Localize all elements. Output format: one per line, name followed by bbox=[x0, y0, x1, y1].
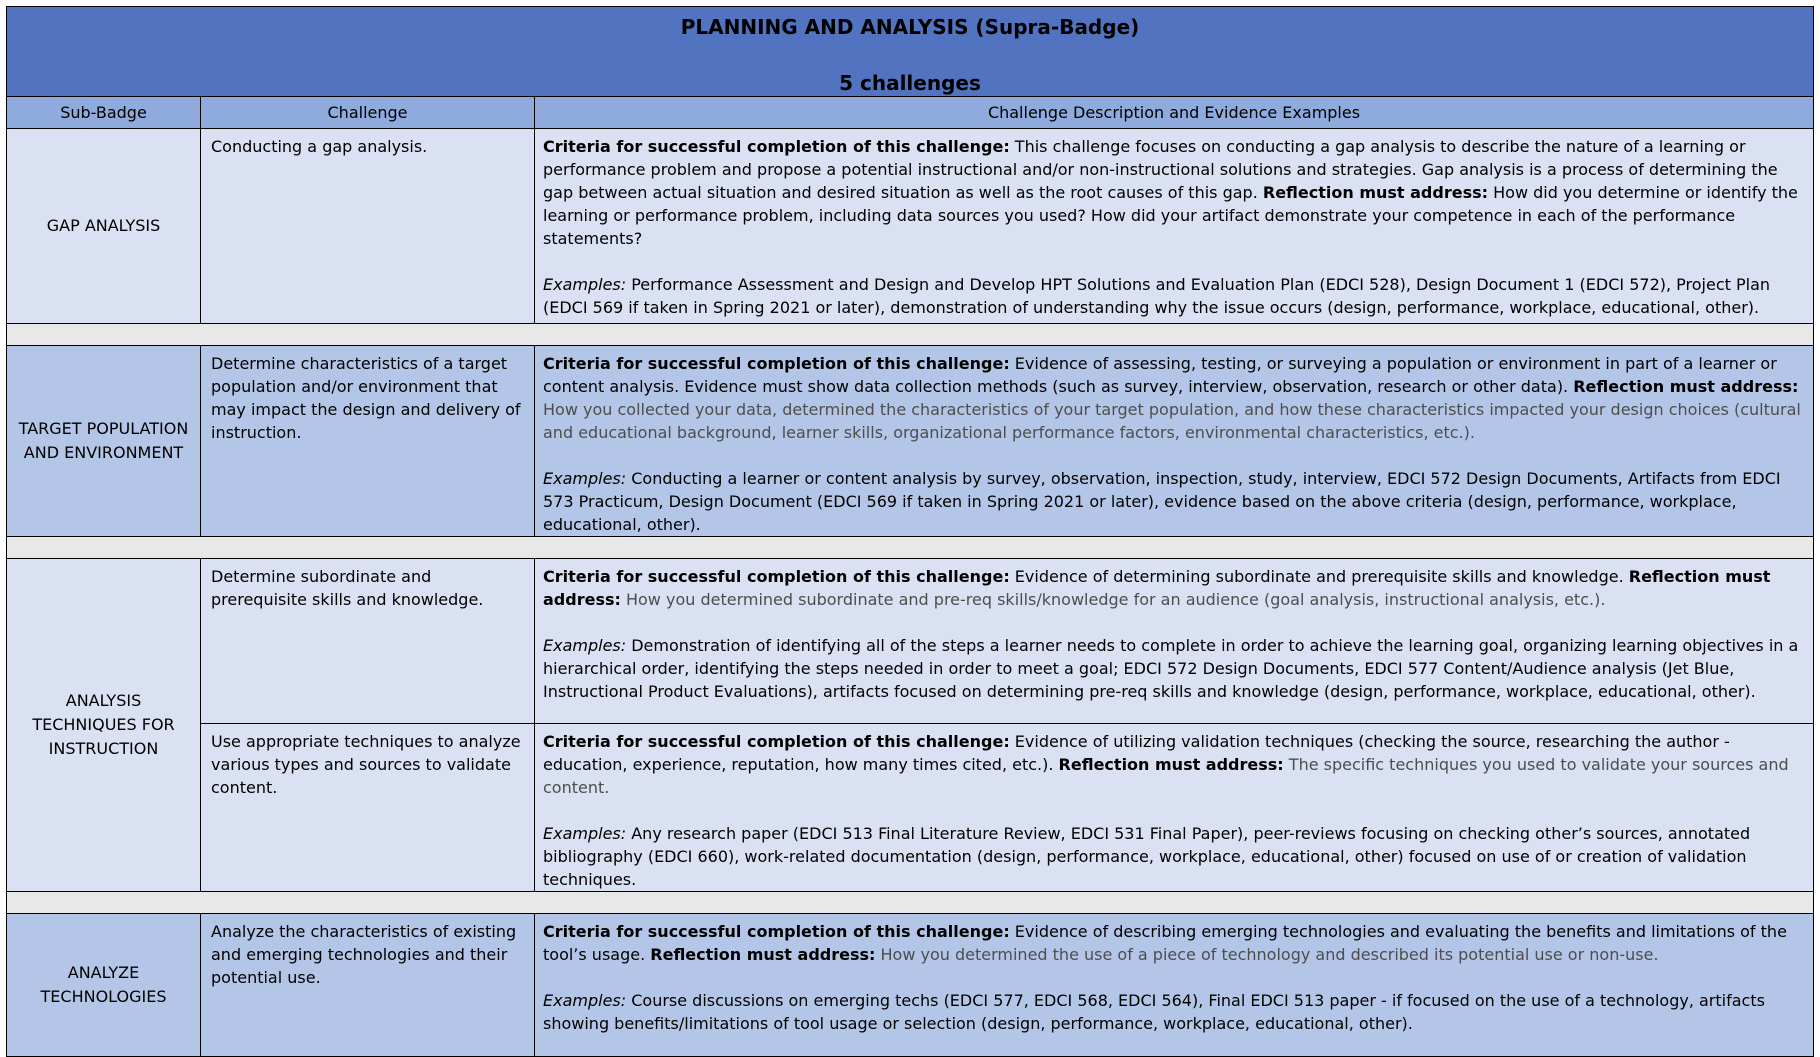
criteria-text: Evidence of assessing, testing, or surveying a population or environment in part of a learner or content analysis. Evidence must show data collection methods (such as survey, interview, observation, research or other data). bbox=[543, 354, 1777, 396]
header-challenge: Challenge bbox=[201, 97, 535, 129]
criteria-paragraph bbox=[543, 565, 1803, 611]
examples-label: Examples: bbox=[543, 469, 627, 488]
description-cell bbox=[535, 914, 1814, 1057]
reflection-label: Reflection must address: bbox=[1058, 755, 1284, 774]
page-title: PLANNING AND ANALYSIS (Supra-Badge) bbox=[680, 14, 1140, 39]
reflection-label: Reflection must address: bbox=[650, 945, 876, 964]
reflection-text: How you collected your data, determined the characteristics of your target population, and how these characteristics impacted your design choices (cultural and educational background, learner skills, organizational performance factors, environmental characteristics, etc.). bbox=[543, 400, 1801, 442]
examples-text: Conducting a learner or content analysis by survey, observation, inspection, study, interview, EDCI 572 Design Documents, Artifacts from EDCI 573 Practicum, Design Document (EDCI 569 if taken in Spring 2021 or later), evidence based on the above criteria (design, performance, workplace, educational, other). bbox=[543, 469, 1781, 534]
header-description: Challenge Description and Evidence Examples bbox=[535, 97, 1814, 129]
challenge-cell: Analyze the characteristics of existing and emerging technologies and their potential use. bbox=[201, 914, 535, 1057]
examples-label: Examples: bbox=[543, 275, 627, 294]
challenge-cell: Use appropriate techniques to analyze various types and sources to validate content. bbox=[201, 724, 535, 892]
criteria-paragraph bbox=[543, 730, 1803, 799]
row-separator bbox=[7, 324, 1814, 346]
reflection-label: Reflection must address: bbox=[1573, 377, 1799, 396]
sub-badge-cell: GAP ANALYSIS bbox=[7, 129, 201, 324]
table-row bbox=[7, 346, 1814, 537]
examples-paragraph bbox=[543, 467, 1803, 536]
challenge-cell: Determine characteristics of a target population and/or environment that may impact the design and delivery of instruction. bbox=[201, 346, 535, 537]
description-cell bbox=[535, 346, 1814, 537]
separator-cell bbox=[7, 892, 1814, 914]
examples-text: Demonstration of identifying all of the steps a learner needs to complete in order to achieve the learning goal, organizing learning objectives in a hierarchical order, identifying the steps needed in order to meet a goal; EDCI 572 Design Documents, EDCI 577 Content/Audience analysis (Jet Blue, Instructional Product Evaluations), artifacts focused on determining pre-req skills and knowledge (design, performance, workplace, educational, other). bbox=[543, 636, 1799, 701]
examples-paragraph bbox=[543, 273, 1803, 319]
reflection-text: The specific techniques you used to validate your sources and content. bbox=[543, 755, 1789, 797]
examples-text: Course discussions on emerging techs (EDCI 577, EDCI 568, EDCI 564), Final EDCI 513 paper - if focused on the use of a technology, artifacts showing benefits/limitations of tool usage or selection (design, performance, workplace, educational, other). bbox=[543, 991, 1765, 1033]
criteria-paragraph bbox=[543, 135, 1803, 250]
separator-cell bbox=[7, 324, 1814, 346]
challenge-table bbox=[6, 6, 1814, 1057]
examples-paragraph bbox=[543, 989, 1803, 1035]
sub-badge-cell: ANALYSIS TECHNIQUES FOR INSTRUCTION bbox=[7, 559, 201, 892]
title-banner bbox=[7, 7, 1814, 97]
examples-label: Examples: bbox=[543, 636, 627, 655]
criteria-label: Criteria for successful completion of this challenge: bbox=[543, 567, 1010, 586]
examples-label: Examples: bbox=[543, 991, 627, 1010]
criteria-text: Evidence of utilizing validation techniques (checking the source, researching the author - education, experience, reputation, how many times cited, etc.). bbox=[543, 732, 1730, 774]
criteria-text: Evidence of describing emerging technologies and evaluating the benefits and limitations of the tool’s usage. bbox=[543, 922, 1787, 964]
challenge-cell: Determine subordinate and prerequisite skills and knowledge. bbox=[201, 559, 535, 724]
header-row bbox=[7, 97, 1814, 129]
header-sub-badge: Sub-Badge bbox=[7, 97, 201, 129]
row-separator bbox=[7, 892, 1814, 914]
description-cell bbox=[535, 724, 1814, 892]
criteria-text: Evidence of determining subordinate and prerequisite skills and knowledge. bbox=[1009, 567, 1629, 586]
reflection-text: How did you determine or identify the learning or performance problem, including data sources you used? How did your artifact demonstrate your competence in each of the performance statements? bbox=[543, 183, 1798, 248]
criteria-paragraph bbox=[543, 352, 1803, 444]
criteria-paragraph bbox=[543, 920, 1803, 966]
examples-label: Examples: bbox=[543, 824, 627, 843]
sub-badge-cell: TARGET POPULATION AND ENVIRONMENT bbox=[7, 346, 201, 537]
reflection-label: Reflection must address: bbox=[543, 567, 1771, 609]
examples-paragraph bbox=[543, 634, 1803, 703]
criteria-label: Criteria for successful completion of this challenge: bbox=[543, 137, 1010, 156]
criteria-text: This challenge focuses on conducting a gap analysis to describe the nature of a learning or performance problem and propose a potential instructional and/or non-instructional solutions and strategies. Gap analysis is a process of determining the gap between actual situation and desired situation as well as the root causes of this gap. bbox=[543, 137, 1778, 202]
reflection-text: How you determined subordinate and pre-req skills/knowledge for an audience (goal analysis, instructional analysis, etc.). bbox=[620, 590, 1606, 609]
criteria-label: Criteria for successful completion of this challenge: bbox=[543, 354, 1010, 373]
criteria-label: Criteria for successful completion of this challenge: bbox=[543, 732, 1010, 751]
examples-text: Any research paper (EDCI 513 Final Literature Review, EDCI 531 Final Paper), peer-reviews focusing on checking other’s sources, annotated bibliography (EDCI 660), work-related documentation (design, performance, workplace, educational, other) focused on use of or creation of validation techniques. bbox=[543, 824, 1751, 889]
row-separator bbox=[7, 537, 1814, 559]
table-row bbox=[7, 559, 1814, 724]
description-cell bbox=[535, 559, 1814, 724]
challenge-count: 5 challenges bbox=[839, 70, 981, 95]
examples-paragraph bbox=[543, 822, 1803, 891]
table-row bbox=[7, 129, 1814, 324]
description-cell bbox=[535, 129, 1814, 324]
separator-cell bbox=[7, 537, 1814, 559]
reflection-text: How you determined the use of a piece of technology and described its potential use or non-use. bbox=[875, 945, 1659, 964]
sub-badge-cell: ANALYZE TECHNOLOGIES bbox=[7, 914, 201, 1057]
table-row bbox=[7, 724, 1814, 892]
table-row bbox=[7, 914, 1814, 1057]
criteria-label: Criteria for successful completion of this challenge: bbox=[543, 922, 1010, 941]
examples-text: Performance Assessment and Design and Develop HPT Solutions and Evaluation Plan (EDCI 528), Design Document 1 (EDCI 572), Project Plan (EDCI 569 if taken in Spring 2021 or later), demonstration of understanding why the issue occurs (design, performance, workplace, educational, other). bbox=[543, 275, 1771, 317]
challenge-cell: Conducting a gap analysis. bbox=[201, 129, 535, 324]
reflection-label: Reflection must address: bbox=[1262, 183, 1489, 202]
